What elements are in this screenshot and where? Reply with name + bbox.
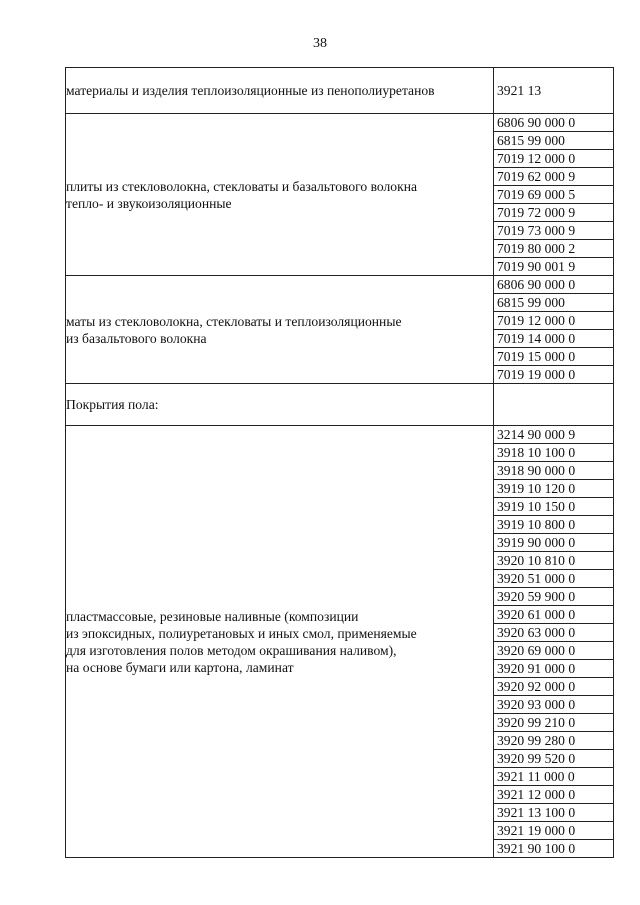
code-value: 7019 15 000 0 (494, 348, 613, 366)
code-value: 3921 12 000 0 (494, 786, 613, 804)
description-cell (66, 114, 494, 276)
code-value: 3921 13 (497, 82, 542, 98)
code-value: 3921 13 100 0 (494, 804, 613, 822)
description-line: плиты из стекловолокна, стекловаты и базальтового волокна (66, 178, 418, 194)
table-row (66, 114, 614, 276)
code-value: 6815 99 000 (494, 132, 613, 150)
code-value: 3919 10 120 0 (494, 480, 613, 498)
code-value: 6806 90 000 0 (494, 114, 613, 132)
code-value: 3920 61 000 0 (494, 606, 613, 624)
table-row (66, 68, 614, 114)
code-cell (494, 276, 614, 384)
code-value: 3920 99 280 0 (494, 732, 613, 750)
description-line: из базальтового волокна (66, 330, 207, 346)
page-number: 38 (313, 36, 327, 51)
code-value: 7019 80 000 2 (494, 240, 613, 258)
code-cell (494, 68, 614, 114)
code-value: 3214 90 000 9 (494, 426, 613, 444)
description-cell (66, 426, 494, 858)
code-value: 3919 90 000 0 (494, 534, 613, 552)
code-value: 3920 99 520 0 (494, 750, 613, 768)
code-value: 6806 90 000 0 (494, 276, 613, 294)
description-line: пластмассовые, резиновые наливные (композиции (66, 608, 359, 624)
description-line: на основе бумаги или картона, ламинат (66, 659, 294, 675)
code-value: 7019 90 001 9 (497, 259, 576, 274)
code-value: 3919 10 150 0 (494, 498, 613, 516)
code-value: 3920 92 000 0 (494, 678, 613, 696)
code-value: 3920 63 000 0 (494, 624, 613, 642)
code-value: 7019 19 000 0 (497, 367, 576, 382)
code-value: 3918 10 100 0 (494, 444, 613, 462)
table-row (66, 426, 614, 858)
code-value: 3921 11 000 0 (494, 768, 613, 786)
code-value: 7019 12 000 0 (494, 150, 613, 168)
code-value: 6815 99 000 (494, 294, 613, 312)
commodity-code-table (65, 67, 614, 858)
table-body (66, 68, 614, 858)
code-value: 7019 62 000 9 (494, 168, 613, 186)
code-value: 7019 69 000 5 (494, 186, 613, 204)
code-value: 3921 90 100 0 (497, 841, 576, 856)
description-line: материалы и изделия теплоизоляционные из пенополиуретанов (66, 83, 435, 98)
code-value: 7019 12 000 0 (494, 312, 613, 330)
code-value: 3920 99 210 0 (494, 714, 613, 732)
code-value: 3918 90 000 0 (494, 462, 613, 480)
code-cell (494, 114, 614, 276)
description-cell (66, 384, 494, 426)
code-value: 3920 10 810 0 (494, 552, 613, 570)
code-cell (494, 384, 614, 426)
code-value: 3919 10 800 0 (494, 516, 613, 534)
code-value: 7019 14 000 0 (494, 330, 613, 348)
description-line: для изготовления полов методом окрашивания наливом), (66, 642, 397, 658)
code-value: 3920 69 000 0 (494, 642, 613, 660)
table-row (66, 384, 614, 426)
table-row (66, 276, 614, 384)
code-value: 7019 73 000 9 (494, 222, 613, 240)
description-line: маты из стекловолокна, стекловаты и теплоизоляционные (66, 313, 402, 329)
section-heading: Покрытия пола: (66, 397, 159, 412)
description-line: из эпоксидных, полиуретановых и иных смол, применяемые (66, 625, 417, 641)
description-cell (66, 276, 494, 384)
code-value: 7019 72 000 9 (494, 204, 613, 222)
code-cell (494, 426, 614, 858)
code-value: 3920 91 000 0 (494, 660, 613, 678)
code-value: 3920 93 000 0 (494, 696, 613, 714)
code-value: 3921 19 000 0 (494, 822, 613, 840)
code-value: 3920 59 900 0 (494, 588, 613, 606)
code-value: 3920 51 000 0 (494, 570, 613, 588)
description-cell (66, 68, 494, 114)
description-line: тепло- и звукоизоляционные (66, 195, 232, 211)
